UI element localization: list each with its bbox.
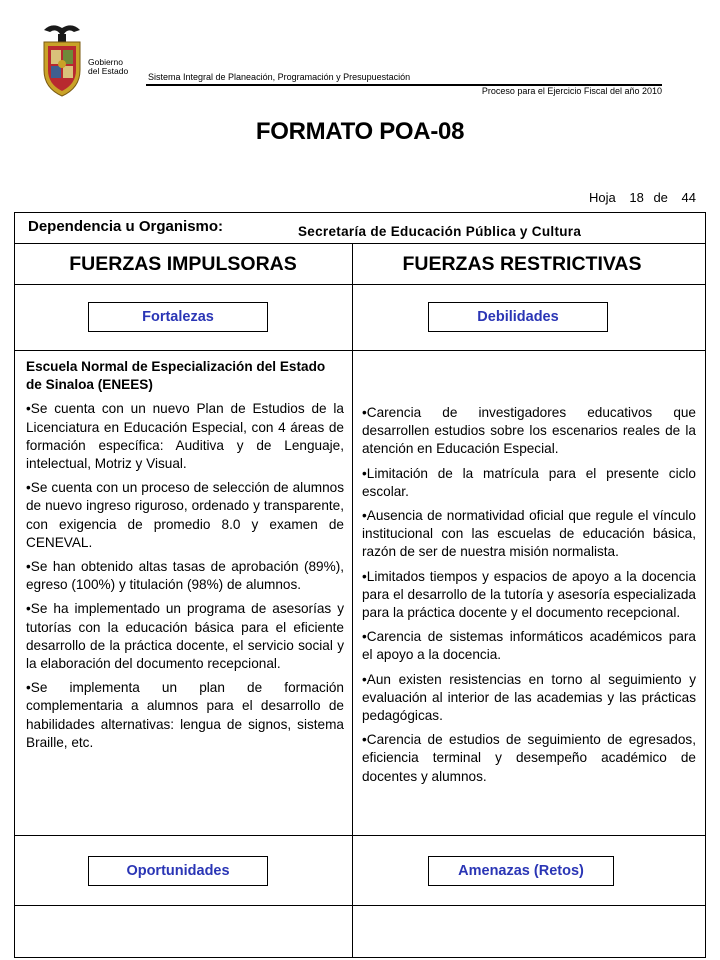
gobierno-line-1: Gobierno	[88, 57, 123, 67]
row-divider-3	[14, 835, 706, 836]
debilidad-item: •Limitados tiempos y espacios de apoyo a la docencia para el desarrollo de la tutoría y asesoría especializada para la práctica docente y el documento recepcional.	[362, 568, 696, 621]
fortaleza-item: •Se ha implementado un programa de asesorías y tutorías con la educación básica para el eficiente desarrollo de la práctica docente, el servicio social y la elaboración del documento recepcional.	[26, 601, 344, 672]
fortalezas-box: Fortalezas	[88, 302, 268, 332]
oportunidades-box: Oportunidades	[88, 856, 268, 886]
hoja-number: 18	[629, 190, 644, 205]
government-label	[88, 58, 128, 76]
fortaleza-item: •Se han obtenido altas tasas de aprobación (89%), egreso (100%) y titulación (98%) de alumnos.	[26, 559, 344, 593]
fortaleza-item: •Se cuenta con un nuevo Plan de Estudios de la Licenciatura en Educación Especial, con 4 áreas de formación específica: Auditiva y de Lenguaje, intelectual, Motriz y Visual.	[26, 401, 344, 472]
row-divider-2	[14, 350, 706, 351]
state-crest-icon	[38, 20, 86, 100]
row-divider-4	[14, 905, 706, 906]
column-divider	[352, 244, 353, 958]
page-title: FORMATO POA-08	[255, 118, 465, 145]
row-divider-1	[14, 284, 706, 285]
page-counter	[589, 190, 696, 205]
debilidades-content	[362, 404, 696, 792]
debilidad-item: •Carencia de investigadores educativos que desarrollen estudios sobre los escenarios reales de la atención en Educación Especial.	[362, 405, 696, 457]
hoja-de: de	[653, 190, 668, 205]
debilidad-item: •Ausencia de normatividad oficial que regule el vínculo institucional con las escuelas de educación básica, razón de ser de nuestra misión normalista.	[362, 508, 696, 560]
fiscal-process: Proceso para el Ejercicio Fiscal del año 2010	[481, 86, 662, 96]
fortalezas-content	[26, 358, 344, 758]
fuerzas-restrictivas-header: FUERZAS RESTRICTIVAS	[402, 253, 642, 275]
fuerzas-impulsoras-header: FUERZAS IMPULSORAS	[69, 253, 297, 275]
hoja-total: 44	[681, 190, 696, 205]
fortaleza-item: •Se cuenta con un proceso de selección de alumnos de nuevo ingreso riguroso, ordenado y transparente, con exigencia de promedio 8.0 y examen de CENEVAL.	[26, 480, 344, 550]
dependencia-value: Secretaría de Educación Pública y Cultura	[298, 224, 582, 239]
debilidades-box: Debilidades	[428, 302, 608, 332]
debilidad-item: •Carencia de sistemas informáticos académicos para el apoyo a la docencia.	[362, 629, 696, 663]
debilidad-item: •Limitación de la matrícula para el presente ciclo escolar.	[362, 465, 696, 499]
debilidad-item: •Aun existen resistencias en torno al seguimiento y evaluación al interior de las academias y las prácticas pedagógicas.	[362, 671, 696, 724]
hoja-label: Hoja	[588, 190, 616, 205]
debilidad-item: •Carencia de estudios de seguimiento de egresados, eficiencia terminal y desempeño académico de docentes y alumnos.	[362, 732, 696, 784]
system-name: Sistema Integral de Planeación, Programación y Presupuestación	[148, 72, 411, 82]
dependencia-label: Dependencia u Organismo:	[28, 218, 224, 235]
fortaleza-item: •Se implementa un plan de formación complementaria a alumnos para el desarrollo de habilidades alternativas: lengua de signos, sistema Braille, etc.	[26, 680, 344, 750]
amenazas-box: Amenazas (Retos)	[428, 856, 614, 886]
fortalezas-heading: Escuela Normal de Especialización del Estado de Sinaloa (ENEES)	[26, 359, 326, 393]
gobierno-line-2: del Estado	[88, 66, 129, 76]
